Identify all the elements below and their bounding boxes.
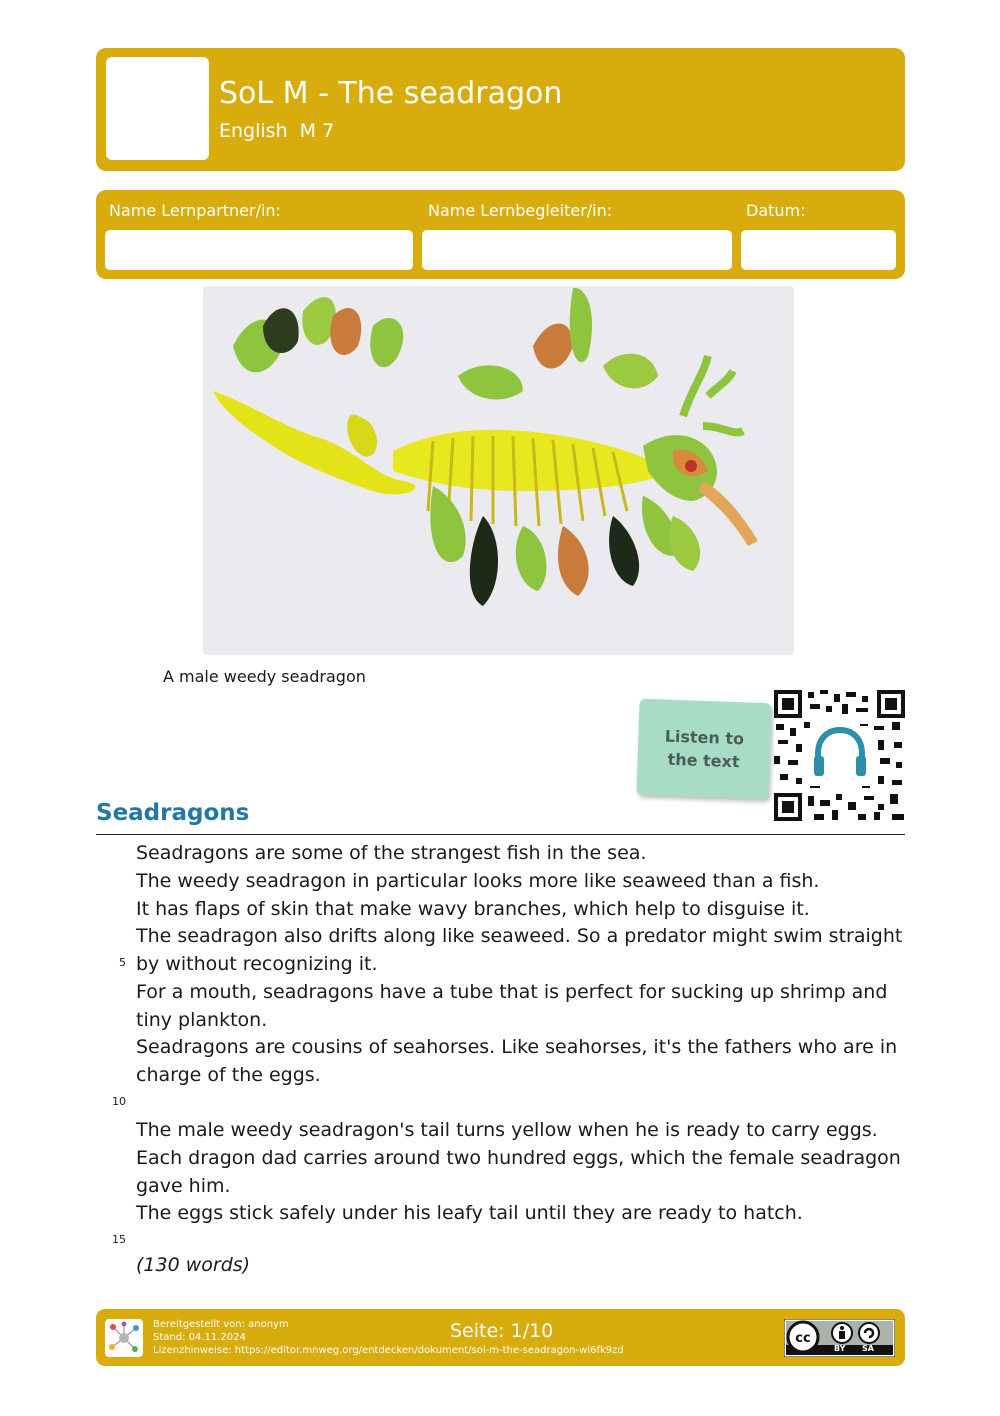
line-number: 5 xyxy=(119,956,126,969)
listen-label: Listen to the text xyxy=(664,726,745,772)
text-line: For a mouth, seadragons have a tube that is perfect for sucking up shrimp and xyxy=(136,981,888,1003)
text-line: gave him. xyxy=(136,1175,231,1197)
page-subtitle: English M 7 xyxy=(219,120,335,142)
header-band xyxy=(96,48,905,171)
date-label: Datum: xyxy=(746,201,806,220)
cc-license-badge[interactable] xyxy=(784,1319,895,1357)
listen-to-text-card[interactable] xyxy=(636,699,771,800)
svg-text:cc: cc xyxy=(795,1331,811,1346)
text-line: tiny plankton. xyxy=(136,1009,268,1031)
seadragon-illustration xyxy=(203,286,794,655)
logo-placeholder xyxy=(106,57,209,160)
qr-code-graphic xyxy=(774,690,905,821)
text-line: The eggs stick safely under his leafy tail until they are ready to hatch. xyxy=(136,1202,803,1224)
network-logo-icon xyxy=(105,1319,143,1357)
teacher-label: Name Lernbegleiter/in: xyxy=(428,201,613,220)
stand-date: Stand: 04.11.2024 xyxy=(153,1332,246,1343)
cc-sa-label: SA xyxy=(862,1344,874,1353)
seadragon-drawing xyxy=(203,286,794,655)
mnweg-logo xyxy=(105,1319,143,1357)
illustration-caption: A male weedy seadragon xyxy=(163,667,366,686)
line-number: 10 xyxy=(112,1095,126,1108)
cc-by-label: BY xyxy=(834,1344,846,1353)
section-divider xyxy=(96,834,905,835)
text-line: Seadragons are some of the strangest fish in the sea. xyxy=(136,842,647,864)
section-heading: Seadragons xyxy=(96,800,250,826)
line-number: 15 xyxy=(112,1233,126,1246)
text-line: The seadragon also drifts along like seaweed. So a predator might swim straight xyxy=(136,925,903,947)
footer-band xyxy=(96,1309,905,1366)
date-field[interactable] xyxy=(741,230,896,270)
license-link[interactable]: Lizenzhinweise: https://editor.mnweg.org/entdecken/dokument/sol-m-the-seadragon-wl6fk9zd xyxy=(153,1345,624,1356)
text-line: Each dragon dad carries around two hundred eggs, which the female seadragon xyxy=(136,1147,901,1169)
partner-label: Name Lernpartner/in: xyxy=(109,201,281,220)
text-line: Seadragons are cousins of seahorses. Like seahorses, it's the fathers who are in xyxy=(136,1036,898,1058)
provided-by: Bereitgestellt von: anonym xyxy=(153,1319,289,1330)
word-count: (130 words) xyxy=(136,1254,251,1276)
name-fields-band xyxy=(96,190,905,279)
text-line: It has flaps of skin that make wavy branches, which help to disguise it. xyxy=(136,898,810,920)
partner-name-field[interactable] xyxy=(105,230,413,270)
page-number: Seite: 1/10 xyxy=(450,1320,554,1342)
page-title: SoL M - The seadragon xyxy=(219,76,563,111)
qr-code[interactable] xyxy=(774,690,905,821)
text-line: The weedy seadragon in particular looks more like seaweed than a fish. xyxy=(136,870,820,892)
text-line: The male weedy seadragon's tail turns yellow when he is ready to carry eggs. xyxy=(136,1119,878,1141)
text-line: by without recognizing it. xyxy=(136,953,378,975)
teacher-name-field[interactable] xyxy=(422,230,732,270)
text-line: charge of the eggs. xyxy=(136,1064,321,1086)
